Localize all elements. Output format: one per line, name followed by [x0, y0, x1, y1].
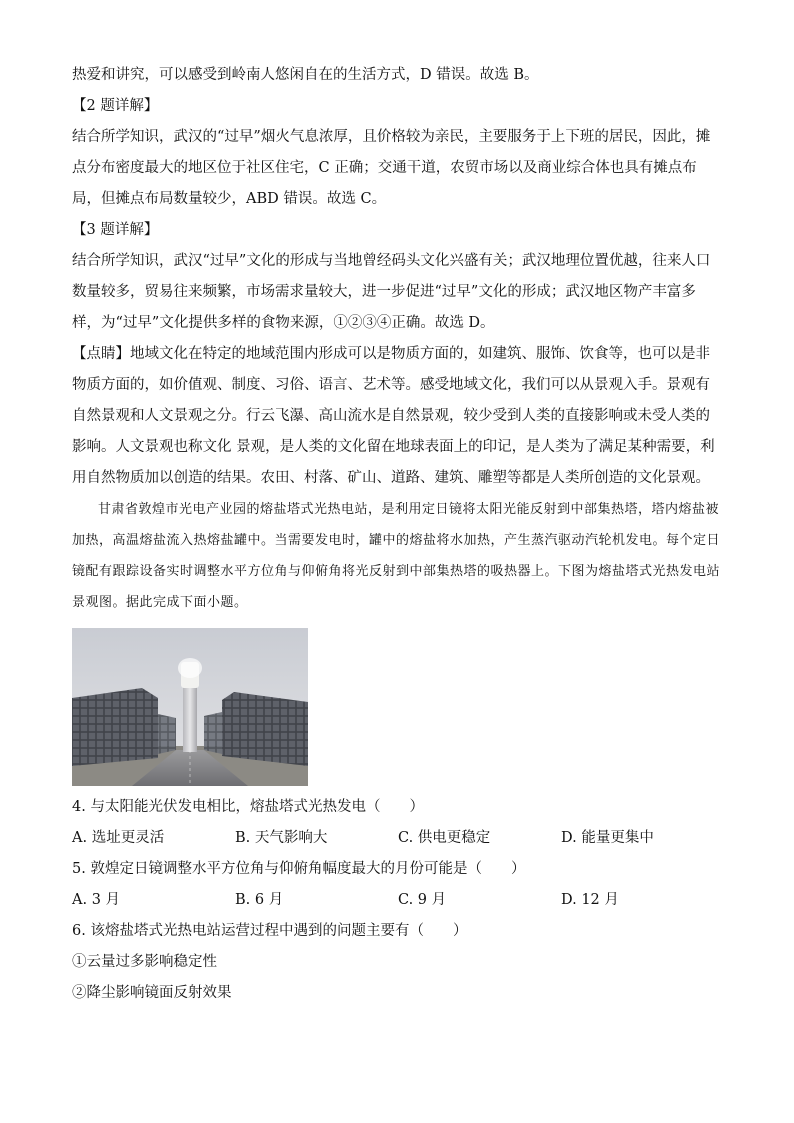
question-3-heading: 【3 题详解】	[72, 222, 159, 238]
question-6-item-2: ②降尘影响镜面反射效果	[72, 985, 232, 1001]
comment-paragraph: 【点睛】地域文化在特定的地域范围内形成可以是物质方面的，如建筑、服饰、饮食等，也可以是非物质方面的，如价值观、制度、习俗、语言、艺术等。感受地域文化，我们可以从景观入手。景观有自然景观和人文景观之分。行云飞瀑、高山流水是自然景观，较少受到人类的直接影响或未受人类的影响。人文景观也称文化 景观，是人类的文化留在地球表面上的印记，是人类为了满足某种需要，利用自然物质加以创造的结果。农田、村落、矿山、道路、建筑、雕塑等都是人类所创造的文化景观。	[72, 346, 715, 486]
question-4-stem: 4. 与太阳能光伏发电相比，熔盐塔式光热发电（ ）	[72, 799, 424, 815]
question-4-option-d: D. 能量更集中	[561, 830, 654, 846]
question-4-options	[72, 823, 724, 854]
question-5-stem: 5. 敦煌定日镜调整水平方位角与仰俯角幅度最大的月份可能是（ ）	[72, 861, 526, 877]
question-5-option-d: D. 12 月	[561, 892, 619, 908]
question-6-stem: 6. 该熔盐塔式光热电站运营过程中遇到的问题主要有（ ）	[72, 923, 468, 939]
question-5-options	[72, 885, 724, 916]
question-6-item-1: ①云量过多影响稳定性	[72, 954, 217, 970]
question-5-option-a: A. 3 月	[72, 892, 121, 908]
question-5-option-b: B. 6 月	[235, 892, 284, 908]
question-4-option-b: B. 天气影响大	[235, 830, 328, 846]
question-4-option-a: A. 选址更灵活	[72, 830, 165, 846]
reading-passage: 甘肃省敦煌市光电产业园的熔盐塔式光热电站，是利用定日镜将太阳光能反射到中部集热塔，塔内熔盐被加热，高温熔盐流入热熔盐罐中。当需要发电时，罐中的熔盐将水加热，产生蒸汽驱动汽轮机发电。每个定日镜配有跟踪设备实时调整水平方位角与仰俯角将光反射到中部集热塔的吸热器上。下图为熔盐塔式光热发电站景观图。据此完成下面小题。	[72, 502, 721, 610]
question-2-heading: 【2 题详解】	[72, 98, 159, 114]
document-page	[72, 60, 724, 1009]
question-3-explanation: 结合所学知识，武汉“过早”文化的形成与当地曾经码头文化兴盛有关；武汉地理位置优越，往来人口数量较多，贸易往来频繁，市场需求量较大，进一步促进“过早”文化的形成；武汉地区物产丰富多样，为“过早”文化提供多样的食物来源，①②③④正确。故选 D。	[72, 253, 711, 331]
question-4-option-c: C. 供电更稳定	[398, 830, 491, 846]
solar-tower-photo	[72, 628, 308, 786]
question-2-explanation: 结合所学知识，武汉的“过早”烟火气息浓厚，且价格较为亲民，主要服务于上下班的居民，因此，摊点分布密度最大的地区位于社区住宅，C 正确；交通干道，农贸市场以及商业综合体也具有摊点布局，但摊点布局数量较少，ABD 错误。故选 C。	[72, 129, 711, 207]
answer-2-ending: 热爱和讲究，可以感受到岭南人悠闲自在的生活方式，D 错误。故选 B。	[72, 67, 539, 83]
question-5-option-c: C. 9 月	[398, 892, 447, 908]
